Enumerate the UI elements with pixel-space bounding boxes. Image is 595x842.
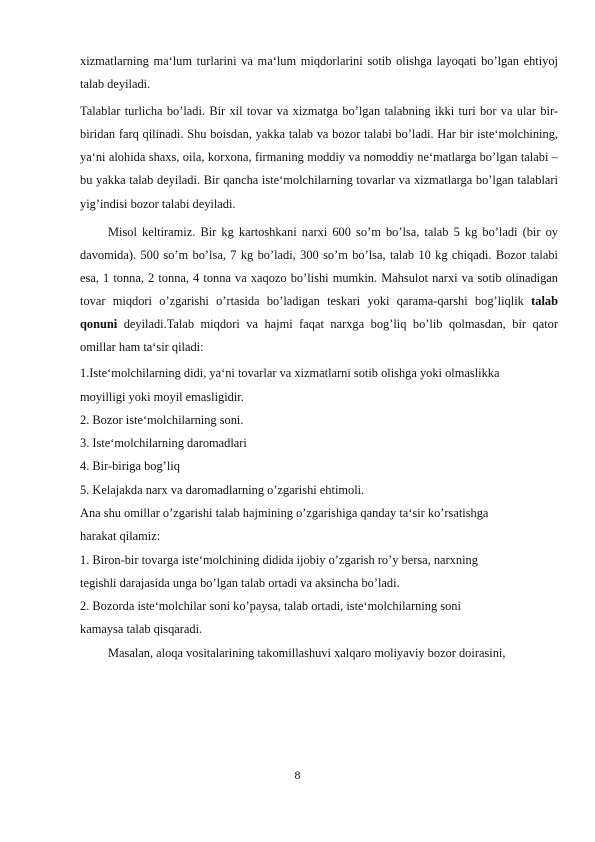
example-text-start: Misol keltiramiz. Bir kg kartoshkani narxi 600 so’m bo’lsa, talab 5 kg bo’ladi (bir oy davomida). 500 so’m bo’lsa, 7 kg bo’ladi, 300 so’m bo’lsa, talab 10 kg chiqadi. Bozor talabi esa, 1 tonna, 2 tonna, 4 tonna va xaqozo bo’lishi mumkin. Mahsulot narxi va sotib olinadigan tovar miqdori o’zgarishi o’rtasida bo’ladigan teskari yoki qarama-qarshi bog’liqlik [80, 224, 558, 308]
paragraph-demand-types: Talablar turlicha bo’ladi. Bir xil tovar va xizmatga bo’lgan talabning ikki turi bor va ular bir-biridan farq qilinadi. Shu boisdan, yakka talab va bozor talabi bo’ladi. Har bir iste‘molchining, ya‘ni alohida shaxs, oila, korxona, firmaning moddiy va nomoddiy ne‘matlarga bo’lgan talabi – bu yakka talab deyiladi. Bir qancha iste‘molchilarning tovarlar va xizmatlarga bo’lgan talablari yig’indisi bozor talabi deyiladi. [80, 104, 558, 211]
paragraph-example-communications: Masalan, aloqa vositalarining takomillashuvi xalqaro moliyaviy bozor doirasini, [108, 645, 506, 660]
paragraph-example [80, 221, 558, 360]
list-line: 1. Biron-bir tovarga iste‘molchining didida ijobiy o’zgarish ro’y bersa, narxning [80, 552, 478, 567]
list-line: 1.Iste‘molchilarning didi, ya‘ni tovarlar va xizmatlarni sotib olishga yoki olmaslikka [80, 366, 500, 381]
list-line: 4. Bir-biriga bog’liq [80, 459, 180, 474]
list-line: tegishli darajasida unga bo’lgan talab ortadi va aksincha bo’ladi. [80, 575, 400, 590]
example-text-end: deyiladi.Talab miqdori va hajmi faqat narxga bog’liq bo’lib qolmasdan, bir qator omillar ham ta‘sir qiladi: [80, 317, 558, 355]
list-line: 3. Iste‘molchilarning daromadlari [80, 436, 247, 451]
paragraph-intro-continuation: xizmatlarning ma‘lum turlarini va ma‘lum miqdorlarini sotib olishga layoqati bo’lgan ehtiyoj talab deyiladi. [80, 54, 558, 92]
list-line: 2. Bozorda iste‘molchilar soni ko’paysa, talab ortadi, iste‘molchilarning soni [80, 599, 461, 614]
factors-list [80, 362, 558, 642]
list-line: 2. Bozor iste‘molchilarning soni. [80, 412, 244, 427]
page-number: 8 [294, 768, 301, 782]
list-line: moyilligi yoki moyil emasligidir. [80, 389, 244, 404]
list-line: 5. Kelajakda narx va daromadlarning o’zgarishi ehtimoli. [80, 482, 365, 497]
list-line: Ana shu omillar o’zgarishi talab hajmining o’zgarishiga qanday ta‘sir ko’rsatishga [80, 506, 489, 520]
law-of-demand-term: talab qonuni [80, 293, 558, 332]
page-content [80, 50, 558, 665]
list-line: harakat qilamiz: [80, 529, 161, 544]
list-line: kamaysa talab qisqaradi. [80, 622, 203, 637]
